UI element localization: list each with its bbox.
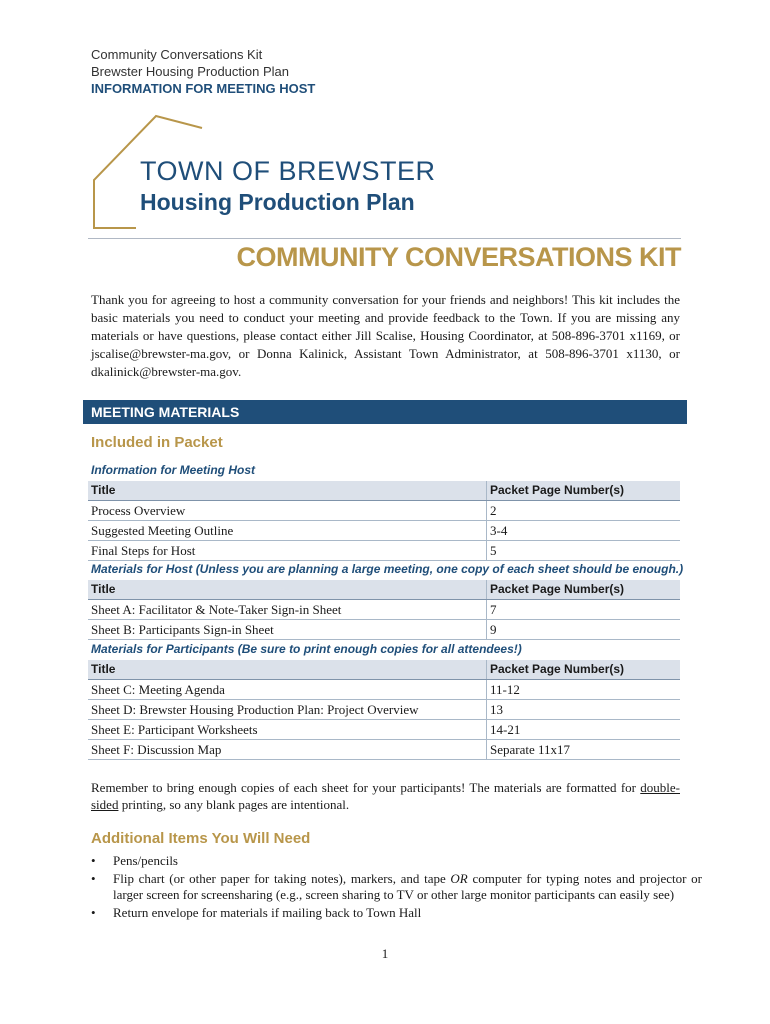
item-text: Return envelope for materials if mailing back to Town Hall [113,905,422,920]
town-logo [88,112,448,234]
table-host-materials [88,580,680,640]
logo-plan-name: Housing Production Plan [140,189,415,215]
list-item [113,871,702,903]
row-title: Sheet E: Participant Worksheets [88,720,487,740]
table-row [88,620,680,640]
header-plan-name: Brewster Housing Production Plan [91,64,289,79]
row-pages: 3-4 [487,521,681,541]
table-header-row [88,660,680,680]
item-emphasis: OR [450,871,468,886]
row-title: Process Overview [88,501,487,521]
column-header-pages: Packet Page Number(s) [487,580,681,600]
row-title: Sheet F: Discussion Map [88,740,487,760]
group-heading-participant-materials: Materials for Participants (Be sure to print enough copies for all attendees!) [91,642,522,656]
included-heading: Included in Packet [91,434,223,451]
list-item [113,853,702,869]
list-item [113,905,702,921]
title-divider [88,238,681,239]
section-bar-meeting-materials [83,400,687,424]
row-pages: 5 [487,541,681,561]
table-row [88,600,680,620]
remember-text-end: printing, so any blank pages are intentional. [118,797,350,812]
table-row [88,521,680,541]
column-header-pages: Packet Page Number(s) [487,660,681,680]
remember-underlined: double-sided [91,780,680,812]
intro-paragraph: Thank you for agreeing to host a community conversation for your friends and neighbors! This kit includes the basic materials you need to conduct your meeting and provide feedback to the Town. If you are missing any materials or have questions, please contact either Jill Scalise, Housing Coordinator, at 508-896-3701 x1169, or jscalise@brewster-ma.gov, or Donna Kalinick, Assistant Town Administrator, at 508-896-3701 x1130, or dkalinick@brewster-ma.gov. [91,292,680,379]
page-title: COMMUNITY CONVERSATIONS KIT [236,242,681,272]
column-header-title: Title [88,660,487,680]
remember-paragraph [91,779,680,813]
additional-items-list [91,853,702,923]
item-text-end: computer for typing notes and projector or larger screen for screensharing (e.g., screen sharing to TV or other large monitor participants can easily see) [113,871,702,902]
row-title: Suggested Meeting Outline [88,521,487,541]
row-title: Sheet C: Meeting Agenda [88,680,487,700]
column-header-title: Title [88,481,487,501]
item-text: Pens/pencils [113,853,178,868]
table-host-info [88,481,680,561]
table-row [88,740,680,760]
group-heading-host-materials: Materials for Host (Unless you are planning a large meeting, one copy of each sheet should be enough.) [91,562,684,576]
remember-text: Remember to bring enough copies of each sheet for your participants! The materials are formatted for [91,780,641,795]
table-header-row [88,481,680,501]
table-row [88,680,680,700]
column-header-pages: Packet Page Number(s) [487,481,681,501]
row-title: Final Steps for Host [88,541,487,561]
row-title: Sheet D: Brewster Housing Production Plan: Project Overview [88,700,487,720]
table-row [88,720,680,740]
additional-heading: Additional Items You Will Need [91,830,311,847]
page-header [91,46,315,97]
row-pages: 11-12 [487,680,681,700]
item-text: Flip chart (or other paper for taking notes), markers, and tape [113,871,451,886]
row-pages: 2 [487,501,681,521]
header-audience: INFORMATION FOR MEETING HOST [91,81,316,96]
row-pages: 9 [487,620,681,640]
table-header-row [88,580,680,600]
section-title: MEETING MATERIALS [91,404,240,420]
column-header-title: Title [88,580,487,600]
header-kit-name: Community Conversations Kit [91,47,263,62]
row-pages: 13 [487,700,681,720]
row-title: Sheet B: Participants Sign-in Sheet [88,620,487,640]
table-row [88,501,680,521]
row-title: Sheet A: Facilitator & Note-Taker Sign-in Sheet [88,600,487,620]
logo-town-name: TOWN OF BREWSTER [140,156,436,186]
table-participant-materials [88,660,680,760]
row-pages: Separate 11x17 [487,740,681,760]
row-pages: 14-21 [487,720,681,740]
page-number: 1 [381,946,389,961]
table-row [88,541,680,561]
table-row [88,700,680,720]
row-pages: 7 [487,600,681,620]
group-heading-host-info: Information for Meeting Host [91,463,255,477]
